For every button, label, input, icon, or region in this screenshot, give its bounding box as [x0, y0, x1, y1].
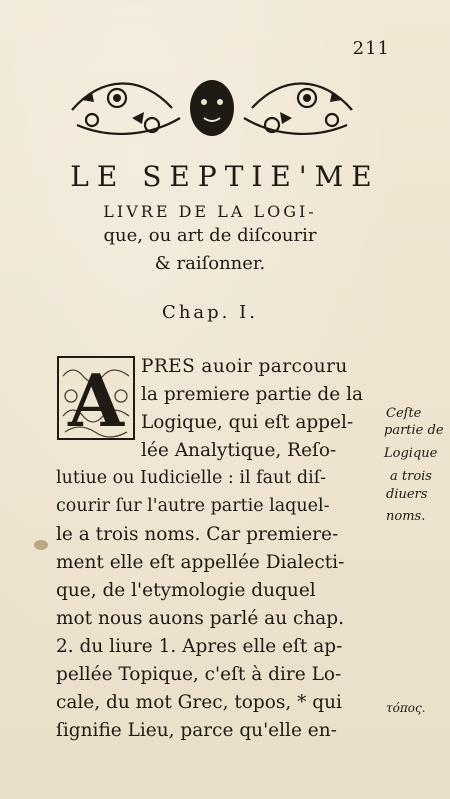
- body-line-11: 2. du liure 1. Apres elle eſt ap-: [56, 636, 343, 657]
- page-number: 211: [352, 38, 390, 59]
- body-line-1: PRES auoir parcouru: [141, 356, 348, 377]
- body-line-6: courir ſur l'autre partie laquel-: [56, 496, 330, 516]
- body-line-3: Logique, qui eſt appel-: [141, 412, 354, 433]
- body-line-14: ſignifie Lieu, parce qu'elle en-: [56, 720, 337, 741]
- margin-note-line-6: noms.: [386, 509, 426, 524]
- body-line-2: la premiere partie de la: [141, 384, 364, 405]
- margin-note-line-2: partie de: [384, 423, 444, 438]
- dropcap-letter: A: [68, 358, 124, 440]
- subtitle-line-1: LIVRE DE LA LOGI-: [103, 202, 317, 221]
- subtitle-line-2: que, ou art de diſcourir: [103, 225, 317, 246]
- subtitle-line-3: & raiſonner.: [154, 253, 266, 274]
- body-line-8: ment elle eſt appellée Dialecti-: [56, 552, 345, 573]
- body-line-9: que, de l'etymologie duquel: [56, 580, 316, 601]
- chapter-heading: Chap. I.: [162, 302, 258, 323]
- margin-note-line-4: a trois: [390, 469, 432, 484]
- body-line-13: cale, du mot Grec, topos, * qui: [56, 692, 342, 713]
- body-line-10: mot nous auons parlé au chap.: [56, 608, 345, 629]
- floral-headpiece-ornament: [62, 70, 362, 145]
- body-line-4: lée Analytique, Reſo-: [141, 440, 337, 461]
- body-line-5: lutiue ou Iudicielle : il faut diſ-: [56, 468, 327, 488]
- margin-note-line-3: Logique: [384, 446, 438, 461]
- ink-stain: [34, 540, 48, 550]
- decorated-initial-a: [57, 356, 135, 440]
- body-line-7: le a trois noms. Car premiere-: [56, 524, 339, 545]
- body-line-12: pellée Topique, c'eſt à dire Lo-: [56, 664, 342, 685]
- margin-note-line-5: diuers: [386, 487, 428, 502]
- margin-note-line-1: Ceſte: [386, 406, 422, 421]
- book-title: LE SEPTIE'ME: [70, 160, 380, 193]
- greek-gloss: τόπος.: [386, 701, 426, 715]
